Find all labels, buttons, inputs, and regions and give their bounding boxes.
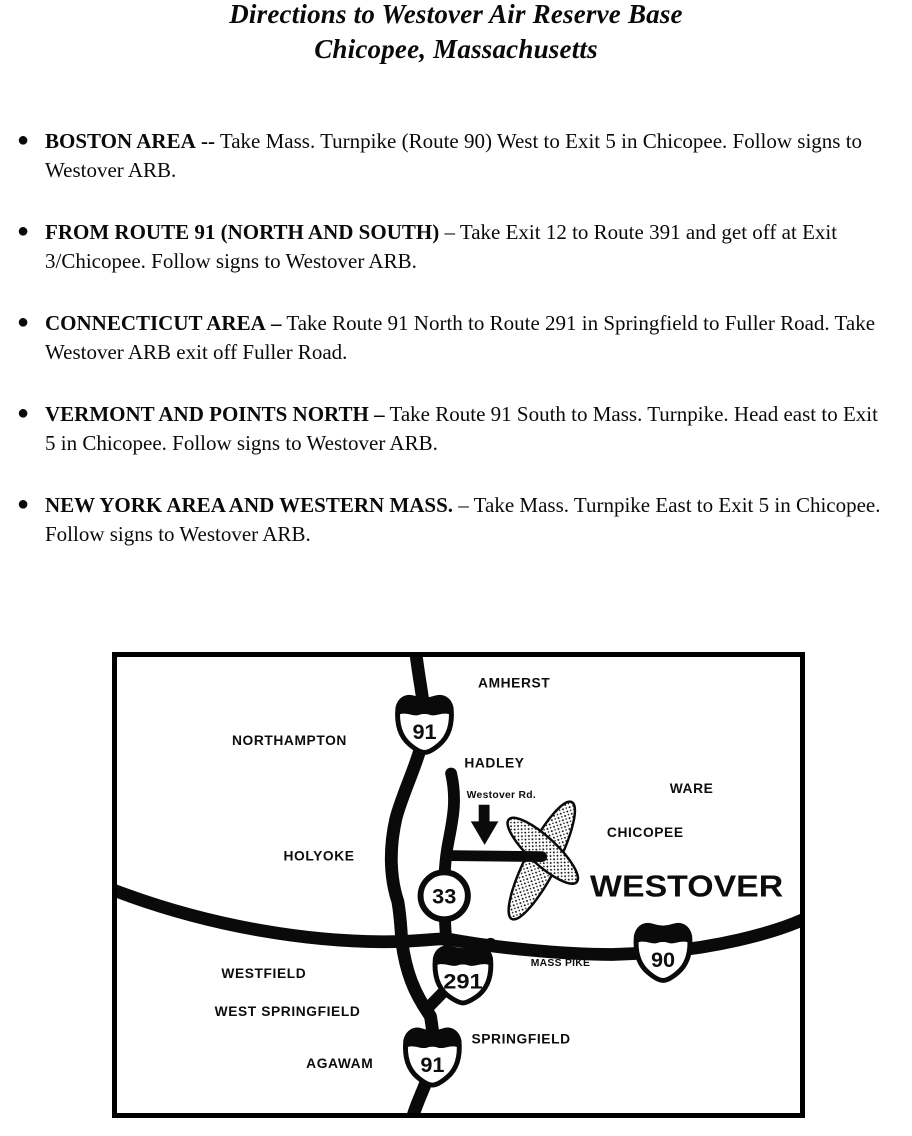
direction-heading: NEW YORK AREA AND WESTERN MASS. bbox=[45, 493, 454, 517]
i90-shield bbox=[636, 925, 690, 980]
bullet-icon: ● bbox=[17, 311, 30, 333]
shield-number: 91 bbox=[420, 1051, 445, 1077]
direction-body: Take Exit 12 to Route 391 and get off at Exit 3/Chicopee. Follow signs to Westover ARB. bbox=[45, 220, 838, 273]
shield-number: 33 bbox=[432, 883, 457, 909]
town-label-chicopee: CHICOPEE bbox=[606, 825, 684, 841]
direction-separator: – bbox=[458, 493, 469, 517]
shield-number: 90 bbox=[650, 947, 676, 973]
direction-item-vermont bbox=[0, 400, 912, 458]
direction-body: Take Route 91 North to Route 291 in Springfield to Fuller Road. Take Westover ARB exit off Fuller Road. bbox=[45, 311, 876, 364]
direction-heading: FROM ROUTE 91 (NORTH AND SOUTH) bbox=[45, 220, 440, 244]
town-label-holyoke: HOLYOKE bbox=[283, 848, 355, 864]
westover-rd-road bbox=[451, 856, 542, 857]
page-title bbox=[0, 0, 912, 67]
town-label-amherst: AMHERST bbox=[478, 675, 551, 691]
i291-shield bbox=[435, 948, 491, 1003]
town-label-hadley: HADLEY bbox=[464, 755, 525, 771]
title-line-2: Chicopee, Massachusetts bbox=[314, 34, 598, 64]
town-label-springfield: SPRINGFIELD bbox=[471, 1031, 571, 1047]
direction-separator: – bbox=[444, 220, 455, 244]
direction-body: Take Mass. Turnpike East to Exit 5 in Chicopee. Follow signs to Westover ARB. bbox=[45, 493, 881, 546]
directions-list bbox=[0, 127, 912, 582]
direction-body: Take Route 91 South to Mass. Turnpike. Head east to Exit 5 in Chicopee. Follow signs to Westover ARB. bbox=[45, 402, 878, 455]
direction-item-new-york bbox=[0, 491, 912, 549]
westover-base-label: WESTOVER bbox=[590, 869, 784, 904]
direction-heading: CONNECTICUT AREA bbox=[45, 311, 266, 335]
direction-item-boston bbox=[0, 127, 912, 185]
direction-item-connecticut bbox=[0, 309, 912, 367]
direction-separator: – bbox=[374, 402, 385, 426]
town-label-westfield: WESTFIELD bbox=[221, 966, 307, 981]
bullet-icon: ● bbox=[17, 493, 30, 515]
town-label-ware: WARE bbox=[669, 781, 714, 797]
mass-pike-label: MASS PIKE bbox=[530, 958, 591, 970]
town-label-agawam: AGAWAM bbox=[306, 1056, 374, 1071]
base-entrance-arrow-icon bbox=[471, 805, 499, 845]
westover-rd-label: Westover Rd. bbox=[466, 789, 537, 801]
direction-separator: -- bbox=[201, 129, 215, 153]
bullet-icon: ● bbox=[17, 402, 30, 424]
direction-heading: BOSTON AREA bbox=[45, 129, 196, 153]
shield-number: 91 bbox=[412, 719, 437, 745]
shield-number: 291 bbox=[443, 968, 483, 994]
bullet-icon: ● bbox=[17, 129, 30, 151]
direction-body: Take Mass. Turnpike (Route 90) West to Exit 5 in Chicopee. Follow signs to Westover ARB. bbox=[45, 129, 863, 182]
town-label-northampton: NORTHAMPTON bbox=[231, 733, 347, 749]
bullet-icon: ● bbox=[17, 220, 30, 242]
route-33-shield bbox=[421, 872, 468, 919]
area-map bbox=[112, 652, 805, 1118]
town-label-west-springfield: WEST SPRINGFIELD bbox=[214, 1004, 361, 1020]
direction-separator: – bbox=[271, 311, 282, 335]
direction-heading: VERMONT AND POINTS NORTH bbox=[45, 402, 369, 426]
i91-north-shield bbox=[398, 697, 452, 752]
title-line-1: Directions to Westover Air Reserve Base bbox=[229, 0, 683, 29]
map-canvas bbox=[117, 657, 800, 1113]
i91-south-shield bbox=[405, 1030, 459, 1085]
direction-item-route-91 bbox=[0, 218, 912, 276]
